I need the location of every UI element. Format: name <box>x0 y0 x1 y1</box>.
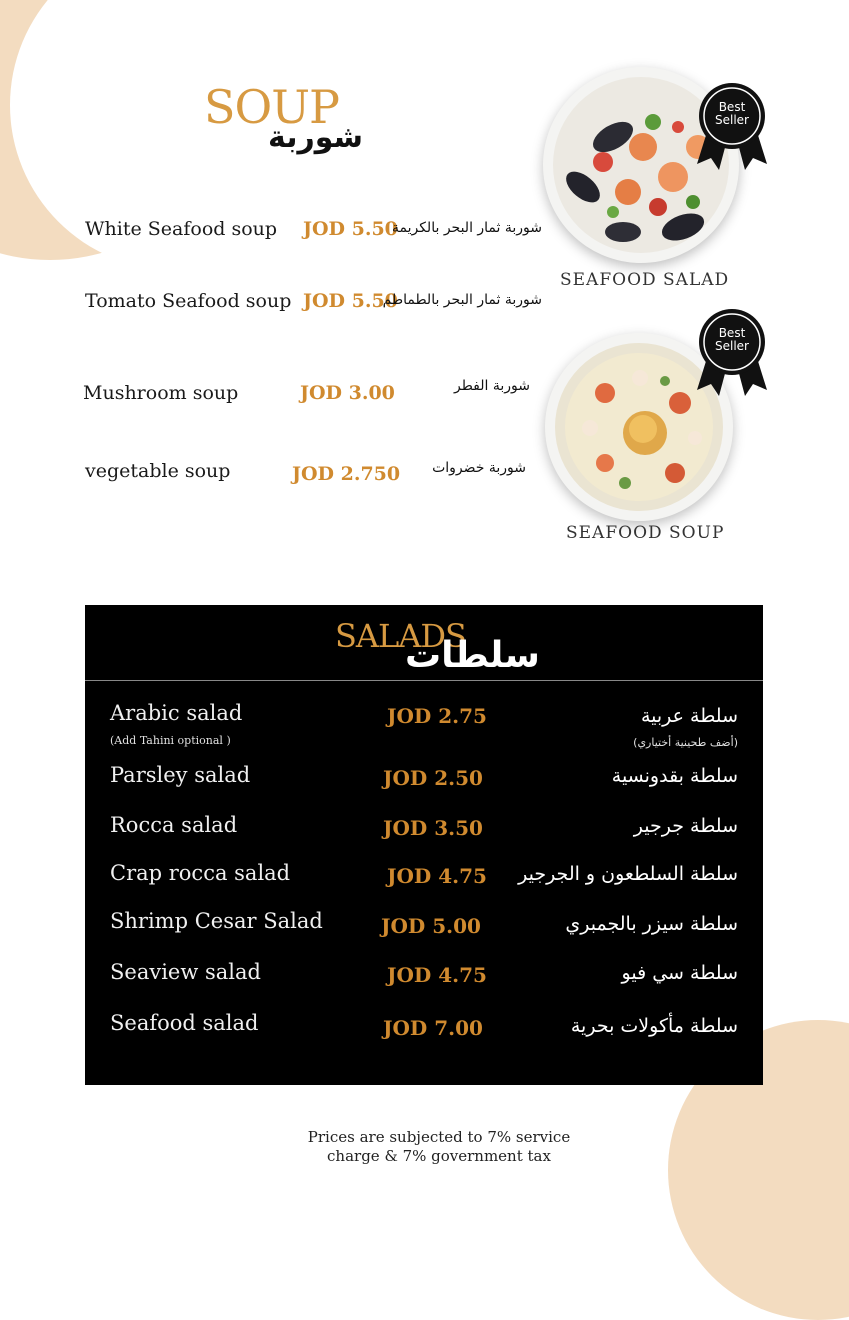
salad-item-name-ar: سلطة مأكولات بحرية <box>570 1015 738 1037</box>
salad-item-price: JOD 5.00 <box>381 914 481 938</box>
salad-item-price: JOD 4.75 <box>387 963 487 987</box>
soup-item-price: JOD 5.50 <box>303 290 398 312</box>
salad-item-price: JOD 3.50 <box>383 816 483 840</box>
soup-item-price: JOD 2.750 <box>292 463 401 485</box>
salad-item-price: JOD 4.75 <box>387 864 487 888</box>
salad-item-price: JOD 2.50 <box>383 766 483 790</box>
soup-heading <box>204 80 364 160</box>
soup-item-name: White Seafood soup <box>85 218 278 240</box>
soup-item-price: JOD 5.50 <box>303 218 398 240</box>
salad-item-name-ar: سلطة سي فيو <box>621 962 738 984</box>
soup-item-name: Tomato Seafood soup <box>85 290 292 312</box>
salads-panel <box>85 605 763 1085</box>
soup-item <box>0 460 560 500</box>
soup-item-name-ar: شوربة ثمار البحر بالكريمة <box>391 220 542 236</box>
soup-item <box>0 290 560 330</box>
salad-item-note-ar: (أضف طحينية أختياري) <box>633 736 738 749</box>
soup-item-name: Mushroom soup <box>83 382 239 404</box>
soup-item-name-ar: شوربة الفطر <box>453 378 530 394</box>
seafood-soup-caption: SEAFOOD SOUP <box>566 523 725 543</box>
salad-item-price: JOD 2.75 <box>387 704 487 728</box>
soup-item-name-ar: شوربة خضروات <box>432 460 526 476</box>
salad-item-name-ar: سلطة جرجير <box>633 815 738 837</box>
soup-item-name-ar: شوربة ثمار البحر بالطماطم <box>382 292 542 308</box>
best-seller-badge-text: Best Seller <box>715 326 749 353</box>
salad-item-price: JOD 7.00 <box>383 1016 483 1040</box>
soup-item-name: vegetable soup <box>85 460 231 482</box>
salad-item-name-ar: سلطة السلطعون و الجرجير <box>518 863 738 885</box>
salad-item-name-ar: سلطة سيزر بالجمبري <box>565 913 738 935</box>
soup-item <box>0 218 560 258</box>
seafood-salad-caption: SEAFOOD SALAD <box>560 270 730 290</box>
soup-heading-ar: شوربة <box>268 120 364 155</box>
price-disclaimer-line2: charge & 7% government tax <box>327 1147 551 1165</box>
soup-item <box>0 378 560 422</box>
salad-item-name: Shrimp Cesar Salad <box>110 909 323 933</box>
salads-divider <box>85 680 763 681</box>
salad-item-name: Seaview salad <box>110 960 261 984</box>
salads-heading-ar: سلطات <box>405 635 540 676</box>
salad-item-name-ar: سلطة بقدونسية <box>611 765 738 787</box>
salad-item-note: (Add Tahini optional ) <box>110 734 231 747</box>
price-disclaimer <box>0 1128 849 1166</box>
salad-item-name: Rocca salad <box>110 813 238 837</box>
salad-item-name: Parsley salad <box>110 763 251 787</box>
best-seller-badge-text: Best Seller <box>715 100 749 127</box>
salads-heading-en: SALADS <box>335 617 466 655</box>
salad-item-name: Seafood salad <box>110 1011 259 1035</box>
soup-item-price: JOD 3.00 <box>300 382 395 404</box>
price-disclaimer-line1: Prices are subjected to 7% service <box>307 1128 571 1146</box>
salad-item-name: Crap rocca salad <box>110 861 291 885</box>
soup-heading-en: SOUP <box>204 80 339 134</box>
salad-item-name-ar: سلطة عربية <box>640 705 738 727</box>
salad-item-name: Arabic salad <box>110 701 243 725</box>
